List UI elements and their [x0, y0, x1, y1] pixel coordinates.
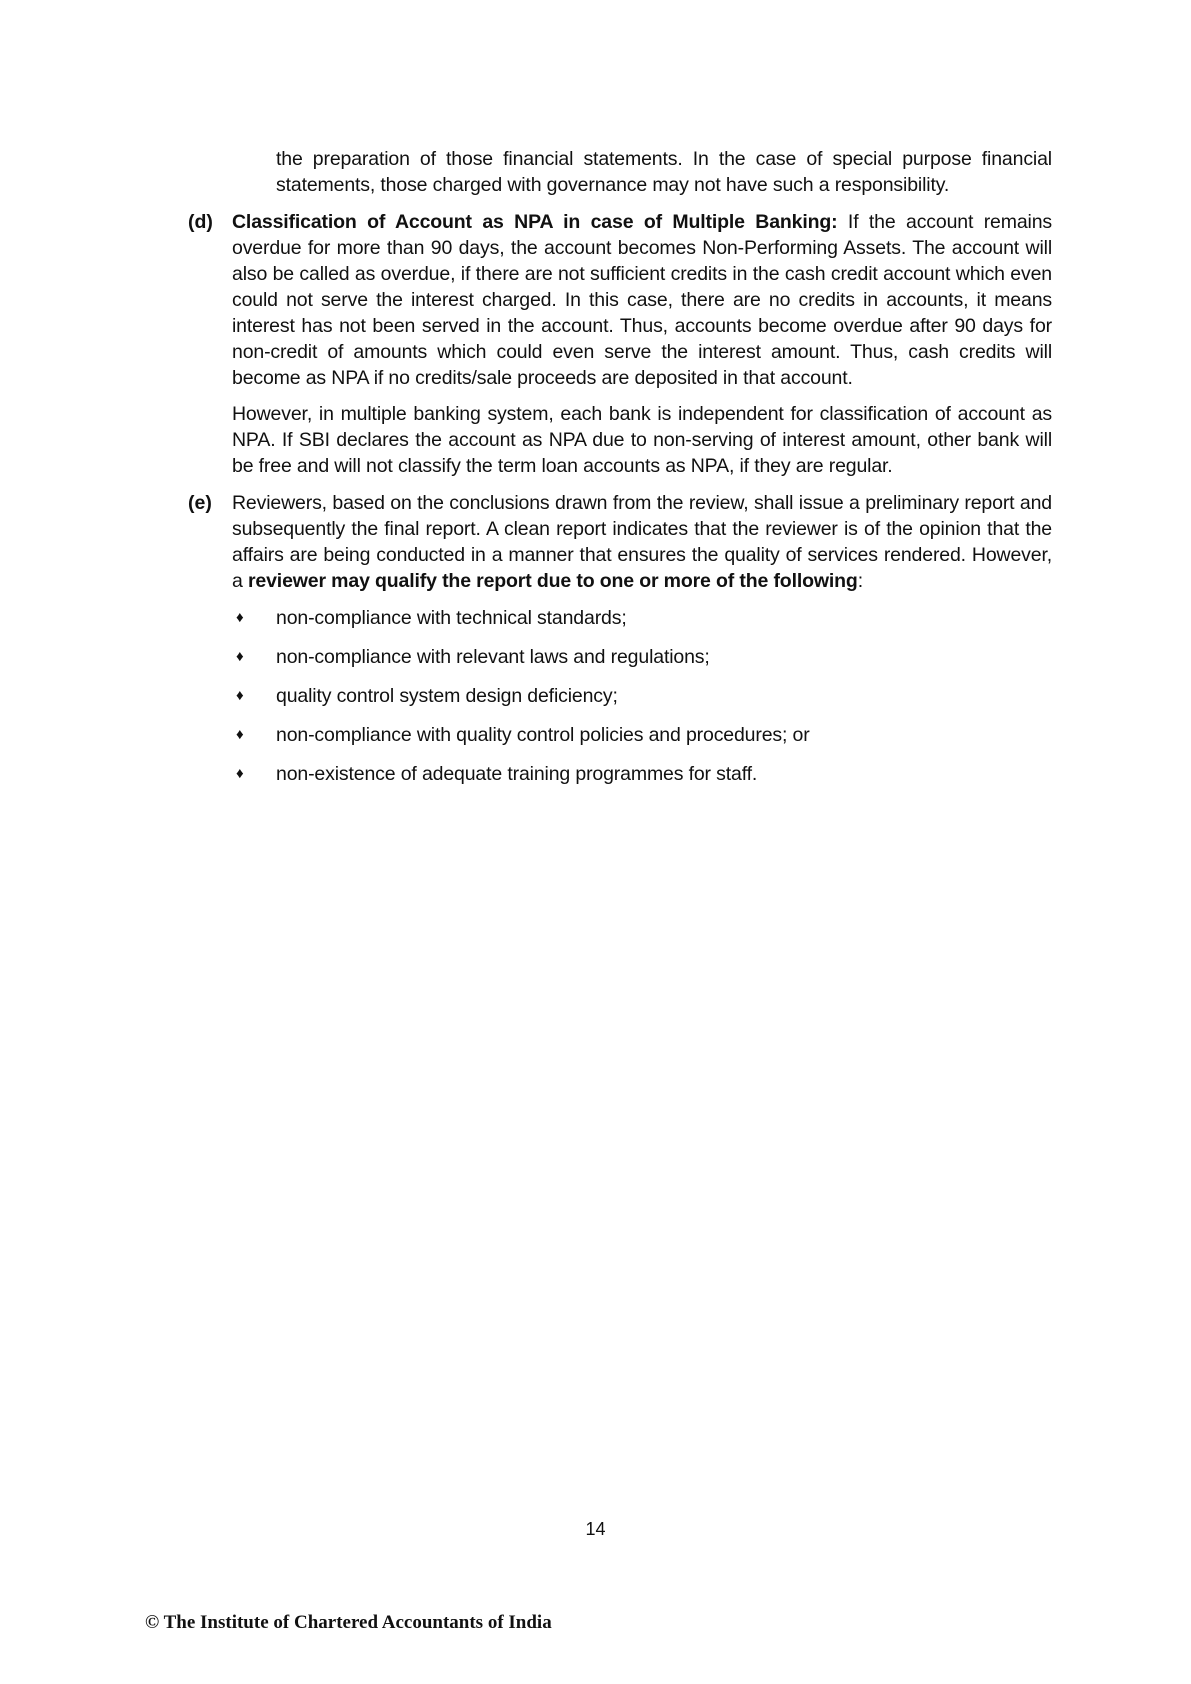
- diamond-bullet-icon: ♦: [236, 687, 244, 704]
- list-item: [232, 605, 1052, 644]
- list-item: [232, 644, 1052, 683]
- list-item-text: non-compliance with technical standards;: [276, 607, 627, 629]
- list-item-text: non-compliance with relevant laws and regulations;: [276, 646, 710, 668]
- item-e-paragraph: [232, 490, 1052, 594]
- list-item-text: non-compliance with quality control policies and procedures; or: [276, 724, 810, 746]
- continuation-paragraph: [276, 146, 1052, 198]
- qualification-list: [232, 605, 1052, 800]
- item-d-heading: Classification of Account as NPA in case of Multiple Banking:: [232, 211, 838, 233]
- list-item-text: quality control system design deficiency;: [276, 685, 618, 707]
- list-item: [232, 683, 1052, 722]
- copyright-footer: © The Institute of Chartered Accountants of India: [145, 1612, 552, 1633]
- diamond-bullet-icon: ♦: [236, 609, 244, 626]
- continuation-text: the preparation of those financial statements. In the case of special purpose financial statements, those charged with governance may not have such a responsibility.: [276, 148, 1052, 196]
- item-e-label: (e): [188, 492, 212, 514]
- item-d-paragraph: [232, 209, 1052, 391]
- item-e-bold-tail: reviewer may qualify the report due to one or more of the following: [247, 570, 858, 592]
- list-item: [232, 722, 1052, 761]
- list-item: [232, 761, 1052, 800]
- item-d-label: (d): [188, 211, 213, 233]
- item-e-colon: :: [857, 570, 863, 592]
- list-item-text: non-existence of adequate training programmes for staff.: [276, 763, 758, 785]
- diamond-bullet-icon: ♦: [236, 726, 244, 743]
- diamond-bullet-icon: ♦: [236, 765, 244, 782]
- item-d-body: If the account remains overdue for more than 90 days, the account becomes Non-Performing Assets. The account will also be called as overdue, if there are not sufficient credits in the cash credit account which even could not serve the interest charged. In this case, there are no credits in accounts, it means interest has not been served in the account. Thus, accounts become overdue after 90 days for non-credit of amounts which could even serve the interest amount. Thus, cash credits will become as NPA if no credits/sale proceeds are deposited in that account.: [232, 211, 1052, 389]
- item-d-paragraph-2: [232, 401, 1052, 479]
- item-d-paragraph-2-text: However, in multiple banking system, each bank is independent for classification of account as NPA. If SBI declares the account as NPA due to non-serving of interest amount, other bank will be free and will not classify the term loan accounts as NPA, if they are regular.: [232, 403, 1052, 477]
- page-number: 14: [585, 1519, 606, 1539]
- diamond-bullet-icon: ♦: [236, 648, 244, 665]
- item-e-body: Reviewers, based on the conclusions drawn from the review, shall issue a preliminary report and subsequently the final report. A clean report indicates that the reviewer is of the opinion that the affairs are being conducted in a manner that ensures the quality of services rendered. However, a: [232, 492, 1052, 592]
